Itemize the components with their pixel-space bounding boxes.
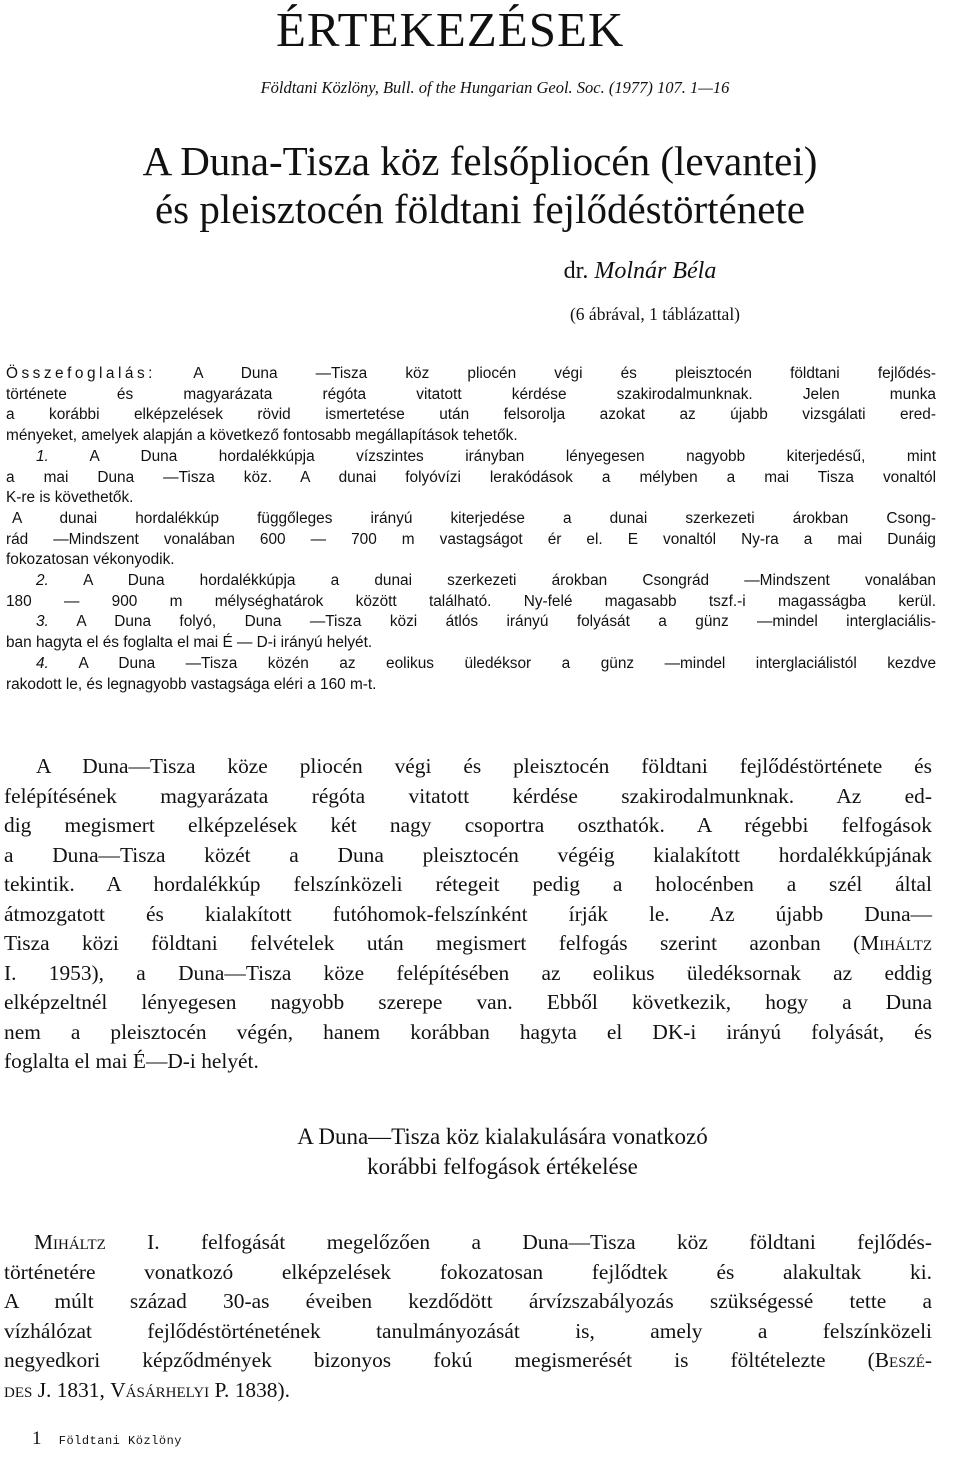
- body-line: des J. 1831, Vásárhelyi P. 1838).: [4, 1377, 290, 1402]
- abstract-line: fokozatosan vékonyodik.: [6, 551, 175, 569]
- abstract-line: A dunai hordalékkúp függőleges irányú kiterjedése a dunai szerkezeti árokban Csong-: [12, 509, 936, 527]
- author-prefix: dr.: [563, 258, 589, 284]
- body-line: dig megismert elképzelések két nagy csoportra oszthatók. A régebbi felfogások: [4, 813, 932, 837]
- abstract-label: Összefoglalás:: [6, 365, 156, 382]
- abstract-item-3: 3. A Duna folyó, Duna —Tisza közi átlós irányú folyását a günz —mindel interglaciális-: [36, 613, 936, 631]
- article-title-line-2: és pleisztocén földtani fejlődéstörténete: [154, 186, 806, 232]
- subheading-line-1: A Duna—Tisza köz kialakulására vonatkozó: [297, 1124, 708, 1149]
- author-name: Molnár Béla: [594, 258, 717, 284]
- body-paragraph-2: [4, 1228, 932, 1405]
- body-line: tekintik. A hordalékkúp felszínközeli rétegeit pedig a holocénben a szél által: [4, 872, 932, 896]
- body-line: felépítésének magyarázata régóta vitatott kérdése szakirodalmunknak. Az ed-: [4, 783, 932, 808]
- section-header: ÉRTEKEZÉSEK: [276, 2, 625, 57]
- journal-citation: Földtani Közlöny, Bull. of the Hungarian Geol. Soc. (1977) 107. 1—16: [260, 78, 730, 97]
- abstract: [6, 364, 936, 695]
- cited-author: Beszé-: [874, 1348, 932, 1372]
- body-line: Miháltz I. felfogását megelőzően a Duna—Tisza köz földtani fejlődés-: [34, 1230, 932, 1254]
- body-line: Tisza közi földtani felvételek után megismert felfogás szerint azonban (Miháltz: [4, 931, 932, 955]
- cited-author: Vásárhelyi: [110, 1377, 210, 1402]
- body-line: I. 1953), a Duna—Tisza köze felépítésében az eolikus üledéksornak az eddig: [4, 960, 932, 985]
- abstract-line: rád —Mindszent vonalában 600 — 700 m vastagságot ér el. E vonaltól Ny-ra a mai Dunáig: [6, 530, 936, 548]
- body-line: foglalta el mai É—D-i helyét.: [4, 1049, 259, 1073]
- abstract-line: Összefoglalás: A Duna —Tisza köz pliocén végi és pleisztocén földtani fejlődés-: [6, 365, 936, 382]
- body-paragraph-1: [4, 752, 932, 1077]
- abstract-line: ményeket, amelyek alapján a következő fontosabb megállapítások tehetők.: [6, 427, 518, 445]
- figure-count: (6 ábrával, 1 táblázattal): [569, 304, 741, 324]
- body-line: a Duna—Tisza közét a Duna pleisztocén végéig kialakított hordalékkúpjának: [4, 842, 932, 867]
- abstract-line: története és magyarázata régóta vitatott kérdése szakirodalmunknak. Jelen munka: [6, 385, 936, 403]
- body-line: negyedkori képződmények bizonyos fokú megismerését is föltételezte (Beszé-: [4, 1348, 932, 1372]
- body-line: elképzeltnél lényegesen nagyobb szerepe van. Ebből következik, hogy a Duna: [4, 990, 932, 1014]
- cited-author: des: [4, 1377, 33, 1402]
- section-subheading: [0, 1122, 960, 1182]
- signature-text: Földtani Közlöny: [58, 1434, 182, 1448]
- abstract-line: ban hagyta el és foglalta el mai É — D-i irányú helyét.: [6, 634, 373, 652]
- body-line: átmozgatott és kialakított futóhomok-felszínként írják le. Az újabb Duna—: [4, 901, 932, 926]
- body-line: A múlt század 30-as éveiben kezdődött árvízszabályozás szükségessé tette a: [4, 1289, 932, 1313]
- body-line: történetére vonatkozó elképzelések fokozatosan fejlődtek és alakultak ki.: [4, 1259, 932, 1284]
- abstract-line: 180 — 900 m mélységhatárok között található. Ny-felé magasabb tszf.-i magasságba kerül.: [6, 592, 936, 610]
- cited-author: Miháltz: [860, 931, 932, 955]
- abstract-item-1: 1. A Duna hordalékkúpja vízszintes irányban lényegesen nagyobb kiterjedésű, mint: [36, 447, 936, 465]
- abstract-line: a mai Duna —Tisza köz. A dunai folyóvízi lerakódások a mélyben a mai Tisza vonaltól: [6, 468, 936, 486]
- body-line: A Duna—Tisza köze pliocén végi és pleisztocén földtani fejlődéstörténete és: [36, 754, 932, 778]
- signature-number: 1: [32, 1428, 42, 1449]
- abstract-line: K-re is követhetők.: [6, 489, 134, 507]
- article-title-line-1: A Duna-Tisza köz felsőpliocén (levantei): [142, 138, 818, 184]
- abstract-line: rakodott le, és legnagyobb vastagsága eléri a 160 m-t.: [6, 675, 377, 693]
- abstract-item-4: 4. A Duna —Tisza közén az eolikus üledéksor a günz —mindel interglaciálistól kezdve: [36, 654, 936, 672]
- article-title: [0, 137, 960, 233]
- abstract-line: a korábbi elképzelések rövid ismertetése után felsorolja azokat az újabb vizsgálati ered-: [6, 406, 936, 424]
- subheading-line-2: korábbi felfogások értékelése: [367, 1154, 638, 1179]
- page-footer: [32, 1430, 182, 1450]
- cited-author: Miháltz: [34, 1230, 106, 1254]
- abstract-item-2: 2. A Duna hordalékkúpja a dunai szerkezeti árokban Csongrád —Mindszent vonalában: [36, 572, 936, 590]
- body-line: vízhálózat fejlődéstörténetének tanulmányozását is, amely a felszínközeli: [4, 1318, 932, 1343]
- author-line: [0, 255, 960, 287]
- body-line: nem a pleisztocén végén, hanem korábban hagyta el DK-i irányú folyását, és: [4, 1019, 932, 1044]
